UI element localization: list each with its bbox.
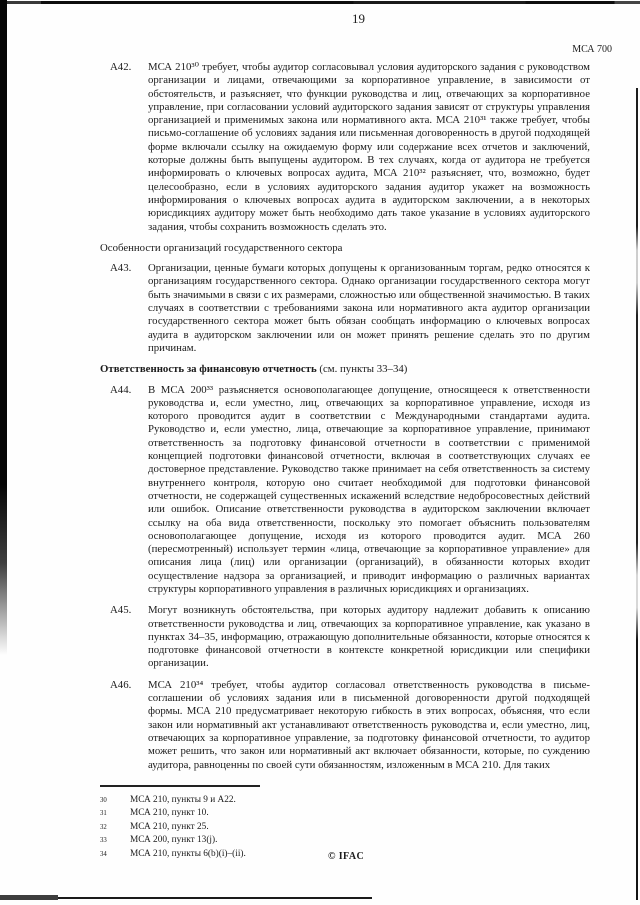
paragraph-a45 xyxy=(100,604,590,670)
footnote-32-text: МСА 210, пункт 25. xyxy=(130,821,209,832)
paragraph-a43-number: А43. xyxy=(110,262,132,275)
page-number: 19 xyxy=(352,11,365,26)
heading-public-sector: Особенности организаций государственного сектора xyxy=(100,241,343,254)
paragraph-a43-text: Организации, ценные бумаги которых допущены к организованным торгам, редко относятся к организациям государственного сектора. Однако организации государственного сектора могут быть значимыми в связи с их размерами, сложностью или общественной значимостью. В таких случаях в соответствии с требованиями закона или нормативного акта аудитор организации государственного сектора может быть обязан сообщать информацию о ключевых вопросах аудита в аудиторском заключении или он может принять решение сделать это по другим причинам. xyxy=(148,262,590,354)
footnote-33-number: 33 xyxy=(100,837,107,845)
footnote-34-text: МСА 210, пункты 6(b)(i)–(ii). xyxy=(130,848,246,859)
paragraph-a42-number: А42. xyxy=(110,61,132,73)
footnote-33-text: МСА 200, пункт 13(j). xyxy=(130,835,218,846)
footnote-33 xyxy=(100,834,590,848)
heading-responsibility-title: Ответственность за финансовую отчетность xyxy=(100,363,317,376)
paragraph-a43 xyxy=(100,262,590,355)
paragraph-a44-number: А44. xyxy=(110,383,132,396)
footnote-31 xyxy=(100,807,590,821)
footnote-30-number: 30 xyxy=(100,796,107,804)
paragraph-a42-text: МСА 210³⁰ требует, чтобы аудитор согласовывал условия аудиторского задания с руководством организации и лицами, отвечающими за корпоративное управление, в зависимости от обстоятельств, и разъясняет, что функции руководства и лиц, отвечающих за корпоративное управление, при согласовании условий аудиторского задания зависят от структуры управления организацией и применимых закона или нормативного акта. МСА 210³¹ также требует, чтобы письмо-соглашение об условиях задания или письменная договоренность в другой подходящей форме включали ссылку на ожидаемую форму или содержание всех отчетов и заключений, которые должны быть выпущены аудитором. В тех случаях, когда от аудитора не требуется информировать о ключевых вопросах аудита, МСА 210³² разъясняет, что, возможно, будет целесообразно, если в условиях аудиторского задания аудитор укажет на возможность информирования о ключевых вопросах аудита в аудиторском заключении, а в некоторых юрисдикциях аудитору может быть необходимо дать такое указание в условиях аудиторского задания, чтобы сохранить возможность сделать это. xyxy=(148,61,590,233)
paragraph-a44-text: В МСА 200³³ разъясняется основополагающее допущение, относящееся к ответственности руководства и, если уместно, лиц, отвечающих за корпоративное управление, исходя из которого проводится аудит в соответствии с Международными стандартами аудита. Руководство и, если уместно, лица, отвечающие за корпоративное управление, принимают ответственность за подготовку финансовой отчетности в соответствии с применимой концепцией подготовки финансовой отчетности, включая в соответствующих случаях ее достоверное представление. Руководство также принимает на себя ответственность за систему внутреннего контроля, которую оно считает необходимой для подготовки финансовой отчетности, не содержащей существенных искажений вследствие недобросовестных действий или ошибок. Описание ответственности руководства в аудиторском заключении включает ссылку на оба вида ответственности, поскольку это помогает объяснить пользователям основополагающее допущение, исходя из которого проводится аудит. МСА 260 (пересмотренный) использует термин «лица, отвечающие за корпоративное управление» для описания лица (лиц) или организации (организаций), в обязанности которых входит осуществление надзора за организацией, и приводит информацию о различных вариантах структуры корпоративного управления в различных юрисдикциях и организациях. xyxy=(148,383,590,595)
paragraph-a46-number: А46. xyxy=(110,678,132,691)
footnote-32 xyxy=(100,821,590,835)
copyright-footer: © IFAC xyxy=(328,851,365,862)
footnote-31-text: МСА 210, пункт 10. xyxy=(130,808,209,819)
footnote-31-number: 31 xyxy=(100,810,107,818)
scan-edge-left xyxy=(0,0,7,655)
scan-edge-top xyxy=(3,1,640,4)
paragraph-a45-text: Могут возникнуть обстоятельства, при которых аудитору надлежит добавить к описанию ответственности руководства и лиц, отвечающих за корпоративное управление, как указано в пунктах 34–35, информацию, отражающую дополнительные обязанности, которые относятся к подготовке финансовой отчетности в контексте конкретной юрисдикции или специфики организации. xyxy=(148,604,590,670)
doc-code-header: МСА 700 xyxy=(572,44,612,55)
paragraph-a46 xyxy=(100,679,590,772)
footnote-32-number: 32 xyxy=(100,823,107,831)
paragraph-a46-text: МСА 210³⁴ требует, чтобы аудитор согласовал ответственность руководства в письме-соглашении об условиях задания или в письменной договоренности другой подходящей формы. МСА 210 предусматривает некоторую гибкость в этих вопросах, объясняя, что если закон или нормативный акт устанавливают ответственность руководства и, если уместно, лиц, отвечающих за корпоративное управление, за подготовку финансовой отчетности, то аудитор может решить, что закон или нормативный акт включает обязанности, которые, по суждению аудитора, равноценны по своей сути обязанностям, изложенным в МСА 210. Для таких xyxy=(148,678,590,771)
heading-responsibility xyxy=(100,363,590,376)
paragraph-a42 xyxy=(100,61,590,234)
document-content xyxy=(100,61,590,861)
paragraph-a45-number: А45. xyxy=(110,604,132,617)
footnote-separator xyxy=(100,785,260,787)
scan-edge-bottom-thick xyxy=(0,895,58,900)
footnote-34-number: 34 xyxy=(100,850,107,858)
footnote-30 xyxy=(100,794,590,808)
heading-responsibility-ref: (см. пункты 33–34) xyxy=(316,363,408,376)
paragraph-a44 xyxy=(100,384,590,597)
footnote-30-text: МСА 210, пункты 9 и А22. xyxy=(130,794,236,805)
scan-edge-right xyxy=(636,88,638,900)
